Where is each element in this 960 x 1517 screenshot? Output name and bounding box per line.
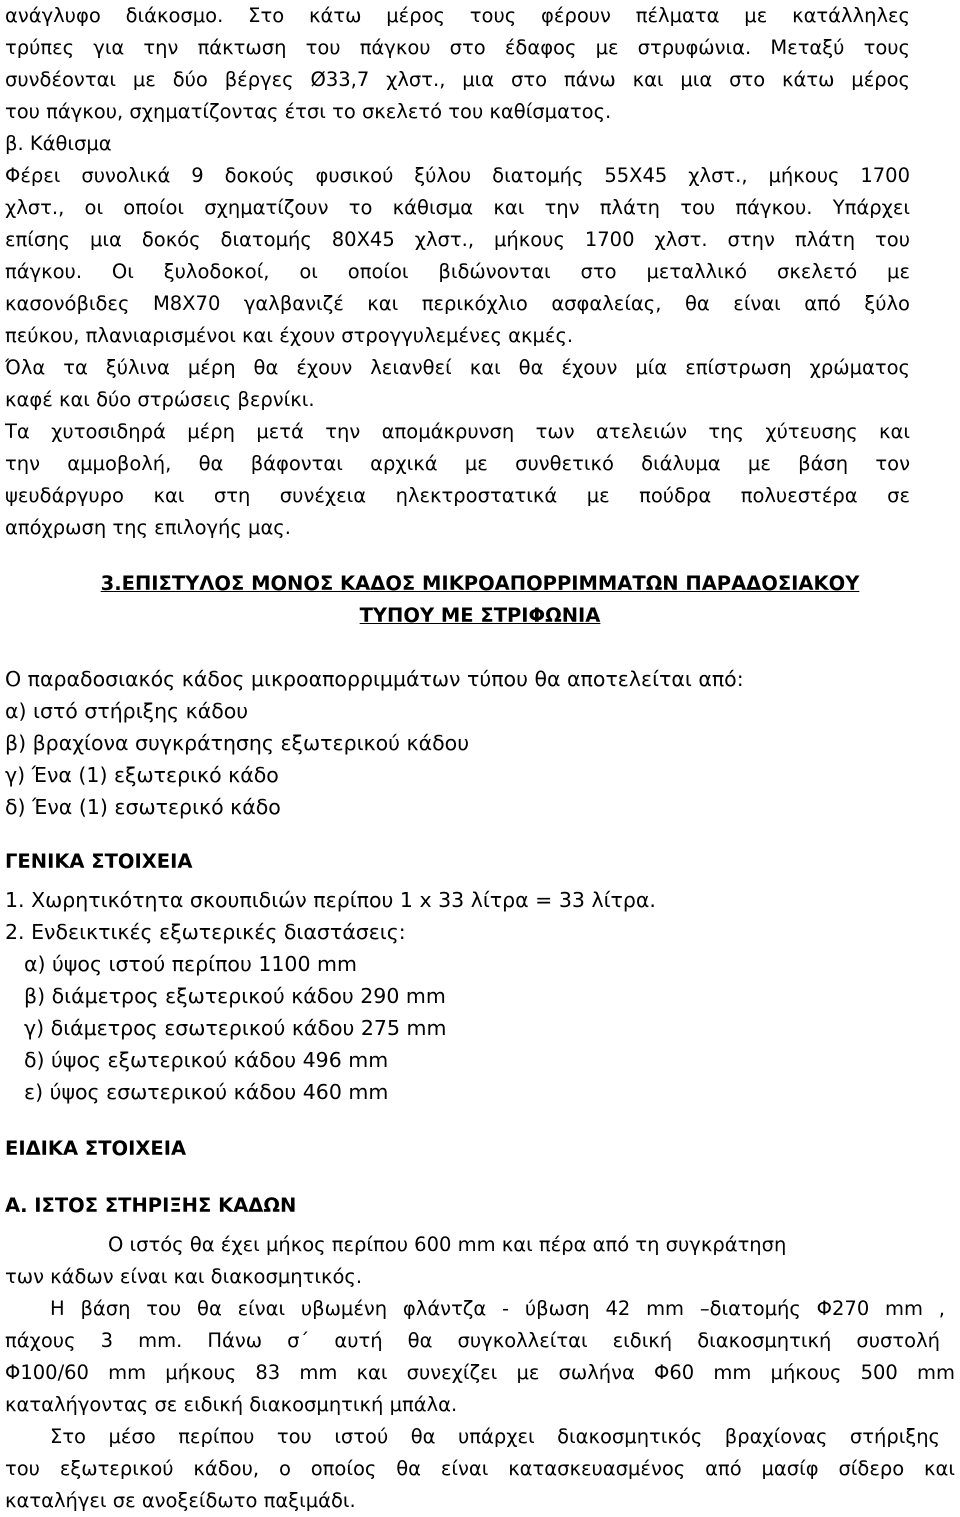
body-text-line: Ο ιστός θα έχει μήκος περίπου 600 mm και πέρα από τη συγκράτηση <box>108 1233 787 1256</box>
dimension-item: α) ύψος ιστού περίπου 1100 mm <box>24 952 357 976</box>
body-text-line: ψευδάργυρο και στη συνέχεια ηλεκτροστατικά με πούδρα πολυεστέρα σε <box>5 484 910 507</box>
dimension-item: β) διάμετρος εξωτερικού κάδου 290 mm <box>24 984 446 1008</box>
body-text-line: πάχους 3 mm. Πάνω σ΄ αυτή θα συγκολλείται ειδική διακοσμητική συστολή <box>5 1329 940 1352</box>
body-text-line: Φέρει συνολικά 9 δοκούς φυσικού ξύλου διατομής 55Χ45 χλστ., μήκους 1700 <box>5 164 910 187</box>
general-heading: ΓΕΝΙΚΑ ΣΤΟΙΧΕΙΑ <box>5 850 193 873</box>
body-text-line: Η βάση του θα είναι υβωμένη φλάντζα - ύβωση 42 mm –διατομής Φ270 mm , <box>50 1297 945 1320</box>
special-subheading: Α. ΙΣΤΟΣ ΣΤΗΡΙΞΗΣ ΚΑΔΩΝ <box>5 1194 297 1217</box>
dimension-item: ε) ύψος εσωτερικού κάδου 460 mm <box>24 1080 389 1104</box>
body-text-line: πεύκου, πλανιαρισμένοι και έχουν στρογγυλεμένες ακμές. <box>5 324 574 347</box>
body-text-line: την αμμοβολή, θα βάφονται αρχικά με συνθετικό διάλυμα με βάση τον <box>5 452 910 475</box>
section-title: 3.ΕΠΙΣΤΥΛΟΣ ΜΟΝΟΣ ΚΑΔΟΣ ΜΙΚΡΟΑΠΟΡΡΙΜΜΑΤΩΝ ΠΑΡΑΔΟΣΙΑΚΟΥ <box>100 572 860 595</box>
component-item: δ) Ένα (1) εσωτερικό κάδο <box>5 795 281 819</box>
dimension-item: γ) διάμετρος εσωτερικού κάδου 275 mm <box>24 1016 447 1040</box>
body-text-line: των κάδων είναι και διακοσμητικός. <box>5 1265 363 1288</box>
special-heading: ΕΙΔΙΚΑ ΣΤΟΙΧΕΙΑ <box>5 1137 187 1160</box>
general-item: 2. Ενδεικτικές εξωτερικές διαστάσεις: <box>5 920 406 944</box>
body-text-line: ανάγλυφο διάκοσμο. Στο κάτω μέρος τους φέρουν πέλματα με κατάλληλες <box>5 4 910 27</box>
body-text-line: επίσης μια δοκός διατομής 80Χ45 χλστ., μήκους 1700 χλστ. στην πλάτη του <box>5 228 910 251</box>
section-intro: Ο παραδοσιακός κάδος μικροαπορριμμάτων τύπου θα αποτελείται από: <box>5 667 744 691</box>
body-text-line: του εξωτερικού κάδου, ο οποίος θα είναι κατασκευασμένος από μασίφ σίδερο και <box>5 1457 955 1480</box>
body-text-line: Φ100/60 mm μήκους 83 mm και συνεχίζει με σωλήνα Φ60 mm μήκους 500 mm <box>5 1361 955 1384</box>
body-text-line: Όλα τα ξύλινα μέρη θα έχουν λειανθεί και θα έχουν μία επίστρωση χρώματος <box>5 356 910 379</box>
body-text-line: καφέ και δύο στρώσεις βερνίκι. <box>5 388 315 411</box>
component-item: γ) Ένα (1) εξωτερικό κάδο <box>5 763 279 787</box>
body-text-line: απόχρωση της επιλογής μας. <box>5 516 291 539</box>
body-text-line: χλστ., οι οποίοι σχηματίζουν το κάθισμα και την πλάτη του πάγκου. Υπάρχει <box>5 196 910 219</box>
body-text-line: καταλήγει σε ανοξείδωτο παξιμάδι. <box>5 1489 356 1512</box>
seat-subheading: β. Κάθισμα <box>5 132 112 155</box>
body-text-line: πάγκου. Οι ξυλοδοκοί, οι οποίοι βιδώνονται στο μεταλλικό σκελετό με <box>5 260 910 283</box>
dimension-item: δ) ύψος εξωτερικού κάδου 496 mm <box>24 1048 389 1072</box>
section-title: ΤΥΠΟΥ ΜΕ ΣΤΡΙΦΩΝΙΑ <box>359 604 601 627</box>
body-text-line: κασονόβιδες Μ8Χ70 γαλβανιζέ και περικόχλιο ασφαλείας, θα είναι από ξύλο <box>5 292 910 315</box>
body-text-line: συνδέονται με δύο βέργες Ø33,7 χλστ., μια στο πάνω και μια στο κάτω μέρος <box>5 68 910 91</box>
component-item: β) βραχίονα συγκράτησης εξωτερικού κάδου <box>5 731 470 755</box>
general-item: 1. Χωρητικότητα σκουπιδιών περίπου 1 x 33 λίτρα = 33 λίτρα. <box>5 888 656 912</box>
body-text-line: του πάγκου, σχηματίζοντας έτσι το σκελετό του καθίσματος. <box>5 100 612 123</box>
body-text-line: καταλήγοντας σε ειδική διακοσμητική μπάλα. <box>5 1393 458 1416</box>
body-text-line: Τα χυτοσιδηρά μέρη μετά την απομάκρυνση των ατελειών της χύτευσης και <box>5 420 910 443</box>
body-text-line: Στο μέσο περίπου του ιστού θα υπάρχει διακοσμητικός βραχίονας στήριξης <box>50 1425 940 1448</box>
component-item: α) ιστό στήριξης κάδου <box>5 699 249 723</box>
body-text-line: τρύπες για την πάκτωση του πάγκου στο έδαφος με στρυφώνια. Μεταξύ τους <box>5 36 910 59</box>
